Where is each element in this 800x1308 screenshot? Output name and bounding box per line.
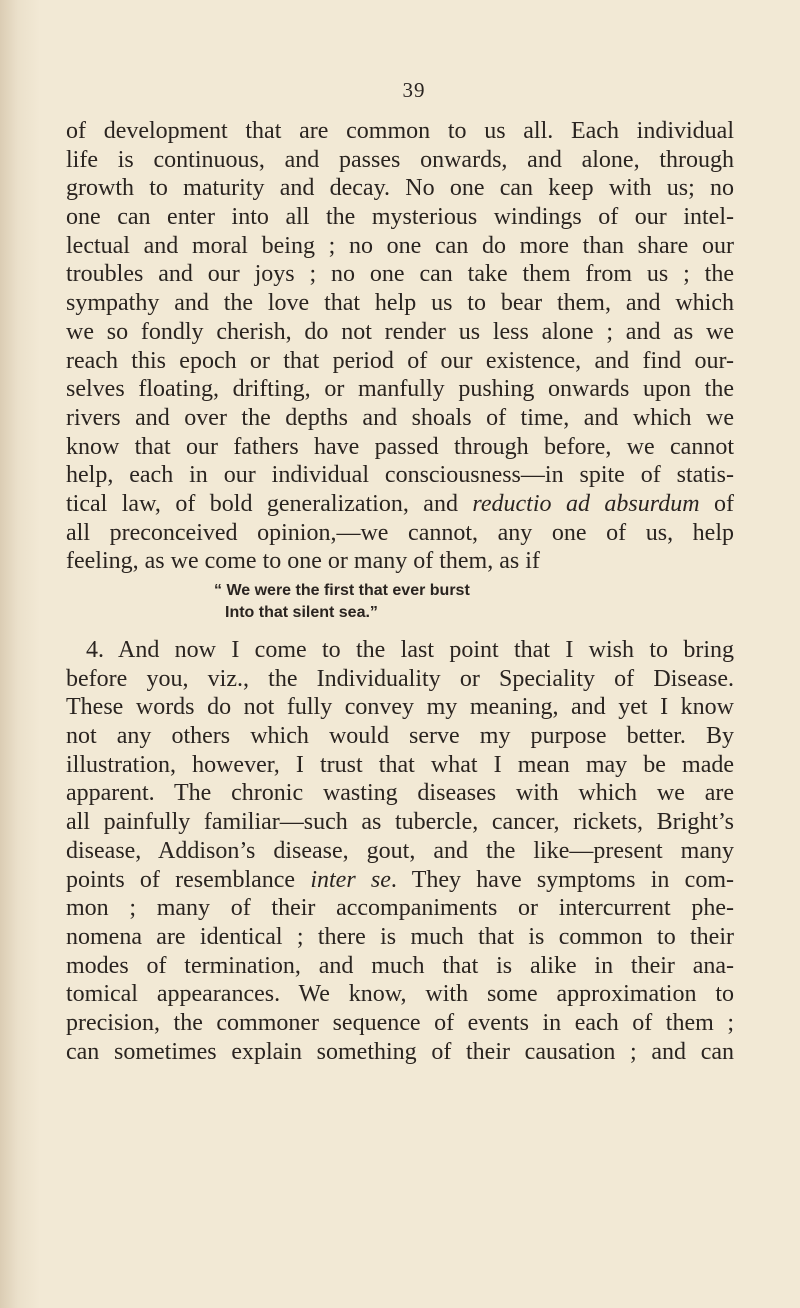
text-line: illustration, however, I trust that what I mean may be made [66, 751, 734, 778]
text-line: growth to maturity and decay. No one can keep with us; no [66, 175, 734, 202]
text-line: modes of termination, and much that is alike in their ana- [66, 952, 734, 979]
text-line: tomical appearances. We know, with some approximation to [66, 981, 734, 1008]
text-line: help, each in our individual consciousness—in spite of statis- [66, 462, 734, 489]
text-line [66, 490, 734, 519]
text-line: apparent. The chronic wasting diseases with which we are [66, 780, 734, 807]
text-line: reach this epoch or that period of our existence, and find our- [66, 347, 734, 374]
text-line: nomena are identical ; there is much that is common to their [66, 923, 734, 950]
paragraph-2 [66, 636, 734, 1066]
quote-line: “ We were the first that ever burst [214, 582, 470, 599]
text-line: one can enter into all the mysterious windings of our intel- [66, 204, 734, 231]
page-number: 39 [402, 78, 426, 102]
block-quote [66, 580, 734, 624]
text-line: all painfully familiar—such as tubercle, cancer, rickets, Bright’s [66, 809, 734, 836]
italic-phrase: inter se [310, 866, 391, 893]
text-segment: . They have symptoms in com- [390, 866, 734, 893]
text-line: precision, the commoner sequence of events in each of them ; [66, 1009, 734, 1036]
text-line: feeling, as we come to one or many of them, as if [66, 548, 540, 575]
text-line: These words do not fully convey my meaning, and yet I know [66, 694, 734, 721]
text-line: of development that are common to us all. Each individual [66, 118, 734, 144]
italic-phrase: reductio ad absurdum [472, 490, 700, 517]
text-segment: tical law, of bold generalization, and [66, 490, 473, 517]
text-line: lectual and moral being ; no one can do more than share our [66, 232, 734, 259]
text-line: 4. And now I come to the last point that I wish to bring [86, 637, 734, 663]
body-text [66, 117, 734, 1066]
text-line: we so fondly cherish, do not render us less alone ; and as we [66, 318, 734, 345]
text-line: selves floating, drifting, or manfully pushing onwards upon the [66, 376, 734, 403]
text-line: life is continuous, and passes onwards, and alone, through [66, 146, 734, 173]
text-line: disease, Addison’s disease, gout, and the like—present many [66, 837, 734, 864]
text-line: mon ; many of their accompaniments or intercurrent phe- [66, 895, 734, 922]
text-line: all preconceived opinion,—we cannot, any one of us, help [66, 519, 734, 546]
text-line: can sometimes explain something of their causation ; and can [66, 1038, 734, 1065]
paragraph-1 [66, 117, 734, 576]
text-line: sympathy and the love that help us to bear them, and which [66, 290, 734, 317]
text-line: not any others which would serve my purpose better. By [66, 723, 734, 750]
text-segment: of [699, 490, 734, 517]
text-line: rivers and over the depths and shoals of time, and which we [66, 404, 734, 431]
text-line: know that our fathers have passed through before, we cannot [66, 433, 734, 460]
text-line [66, 866, 734, 895]
quote-line: Into that silent sea.” [225, 604, 378, 621]
text-line: troubles and our joys ; no one can take them from us ; the [66, 261, 734, 288]
text-line: before you, viz., the Individuality or Speciality of Disease. [66, 665, 734, 692]
text-segment: points of resemblance [66, 866, 311, 893]
